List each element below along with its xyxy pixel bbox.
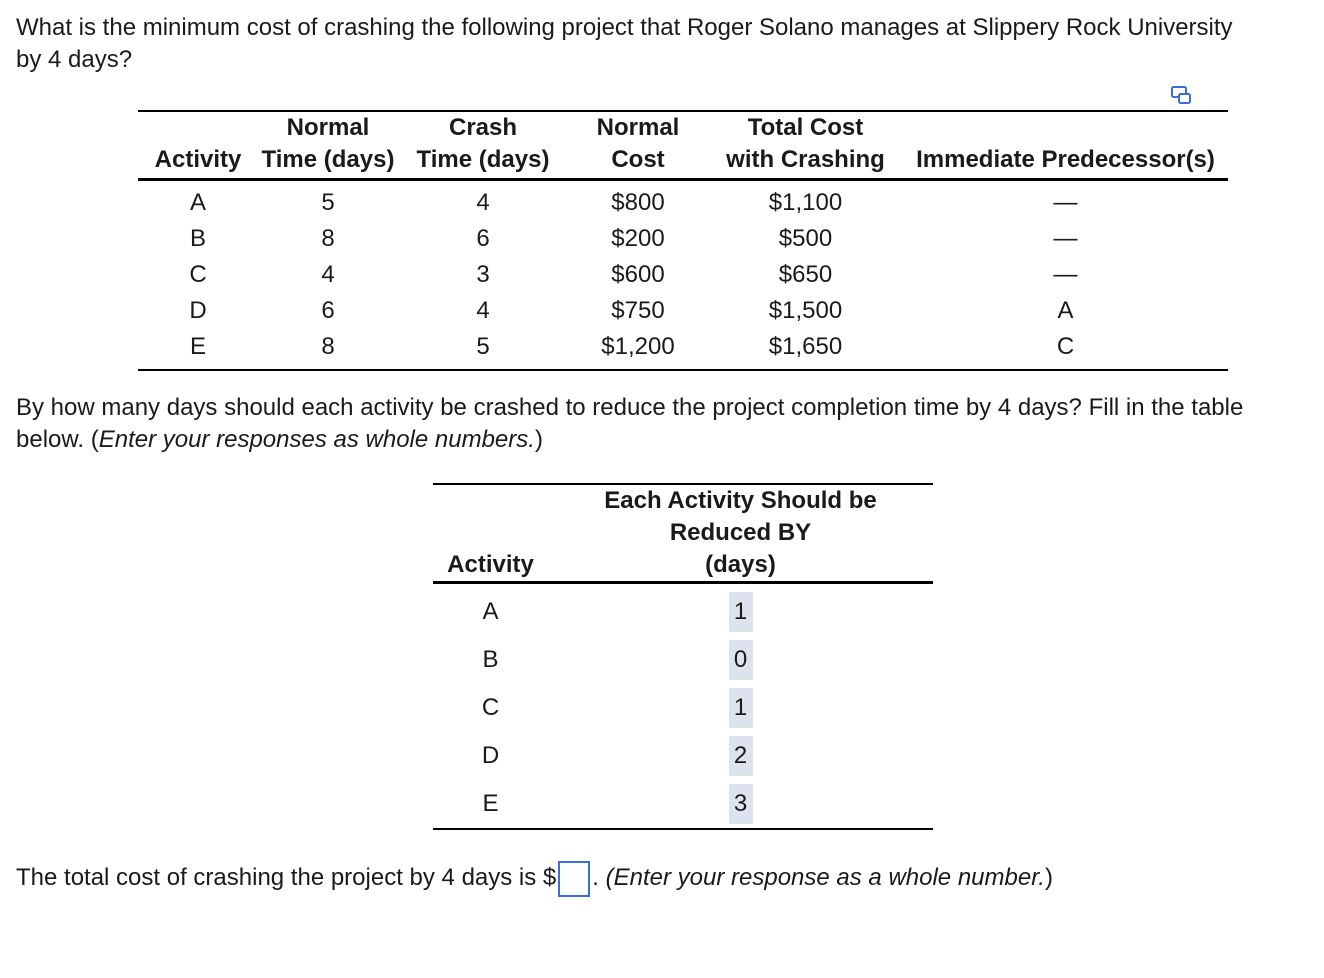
cell-normal-time: 4: [321, 261, 335, 288]
answer-activity: D: [481, 742, 500, 769]
cell-normal-time: 6: [321, 297, 335, 324]
header-row-2: [138, 144, 1228, 180]
table-row: [138, 329, 1228, 370]
instruction-line-1: By how many days should each activity be crashed to reduce the project completion time by 4 days? Fill in the table: [16, 394, 1244, 421]
header-normal-cost: Cost: [611, 146, 665, 173]
answer-activity: B: [482, 646, 499, 673]
cell-predecessor: —: [1053, 189, 1078, 216]
cell-activity: A: [189, 189, 206, 216]
cell-crash-time: 4: [476, 189, 490, 216]
answer-value-box[interactable]: 3: [729, 784, 753, 824]
answer-header-reduced-line-3: (days): [705, 551, 776, 578]
cell-predecessor: —: [1053, 261, 1078, 288]
answer-cell: [548, 636, 933, 684]
header-total-cost-1: Total Cost: [747, 114, 864, 141]
cell-predecessor: A: [1057, 297, 1074, 324]
cell-normal-time: 8: [321, 225, 335, 252]
instruction-italic: Enter your responses as whole numbers.: [98, 426, 535, 453]
instruction-suffix: ): [534, 426, 543, 453]
header-crash-time-1: Crash: [448, 114, 518, 141]
instruction-text: [16, 392, 1324, 456]
question-line-1: What is the minimum cost of crashing the following project that Roger Solano manages at Slippery Rock University: [16, 14, 1233, 41]
question-line-2: by 4 days?: [16, 46, 133, 73]
header-normal-cost-1: Normal: [596, 114, 680, 141]
header-predecessor: Immediate Predecessor(s): [916, 146, 1215, 173]
instruction-line-2: [16, 424, 1324, 456]
answer-header-reduced-line-2: Reduced BY: [669, 519, 812, 546]
answer-value-box[interactable]: 1: [729, 592, 753, 632]
total-suffix-open: (: [605, 864, 614, 891]
answer-activity: A: [482, 598, 499, 625]
header-crash-time: Time (days): [416, 146, 550, 173]
cell-activity: C: [189, 261, 207, 288]
cell-predecessor: —: [1053, 225, 1078, 252]
question-text: [16, 12, 1324, 76]
cell-normal-cost: $200: [611, 225, 665, 252]
answer-row: [433, 732, 933, 780]
answer-header-row: [433, 484, 933, 583]
cell-predecessor: C: [1056, 333, 1075, 360]
total-suffix-italic: Enter your response as a whole number.: [613, 864, 1045, 891]
answer-row: [433, 780, 933, 829]
answer-activity: C: [481, 694, 500, 721]
cell-crash-time: 5: [476, 333, 490, 360]
header-predecessor-1: [903, 111, 1228, 144]
cell-total-cost: $1,500: [768, 297, 843, 324]
answer-header-reduced-line-1: Each Activity Should be: [604, 487, 877, 514]
cell-activity: B: [189, 225, 206, 252]
cell-normal-cost: $750: [611, 297, 665, 324]
header-activity: Activity: [154, 146, 242, 173]
answer-table: [433, 483, 933, 830]
answer-header-activity: Activity: [447, 551, 534, 578]
cell-normal-cost: $1,200: [601, 333, 675, 360]
cell-normal-cost: $800: [611, 189, 665, 216]
total-cost-line: [16, 858, 1053, 898]
answer-cell: [548, 684, 933, 732]
header-total-cost: with Crashing: [726, 146, 885, 173]
header-normal-time: Time (days): [261, 146, 395, 173]
answer-cell: [548, 732, 933, 780]
cell-crash-time: 3: [476, 261, 490, 288]
table-row: [138, 257, 1228, 293]
cell-total-cost: $1,100: [768, 189, 843, 216]
header-normal-time-1: Normal: [286, 114, 370, 141]
cell-total-cost: $650: [778, 261, 833, 288]
total-suffix-close: ): [1044, 864, 1053, 891]
cell-total-cost: $500: [778, 225, 833, 252]
total-suffix-dot: .: [592, 864, 606, 891]
answer-value-box[interactable]: 0: [729, 640, 753, 680]
answer-cell: [548, 780, 933, 829]
table-row: [138, 221, 1228, 257]
answer-cell: [548, 583, 933, 637]
header-row-1: [138, 111, 1228, 144]
instruction-prefix: below. (: [16, 426, 99, 453]
table-row: [138, 180, 1228, 222]
cell-total-cost: $1,650: [768, 333, 843, 360]
answer-value-box[interactable]: 2: [729, 736, 753, 776]
answer-activity: E: [482, 790, 499, 817]
cell-crash-time: 6: [476, 225, 490, 252]
total-prefix: The total cost of crashing the project by 4 days is $: [16, 864, 557, 891]
cell-normal-cost: $600: [611, 261, 665, 288]
answer-value-box[interactable]: 1: [729, 688, 753, 728]
answer-row: [433, 583, 933, 637]
total-cost-input[interactable]: [558, 861, 590, 897]
project-data-table: [138, 110, 1228, 371]
table-row: [138, 293, 1228, 329]
cell-activity: D: [189, 297, 207, 324]
cell-crash-time: 4: [476, 297, 490, 324]
header-activity-1: [138, 111, 258, 144]
cell-normal-time: 5: [321, 189, 335, 216]
cell-activity: E: [189, 333, 206, 360]
answer-header-reduced: [548, 484, 933, 583]
copy-icon[interactable]: [1170, 84, 1192, 106]
answer-row: [433, 684, 933, 732]
answer-row: [433, 636, 933, 684]
cell-normal-time: 8: [321, 333, 335, 360]
